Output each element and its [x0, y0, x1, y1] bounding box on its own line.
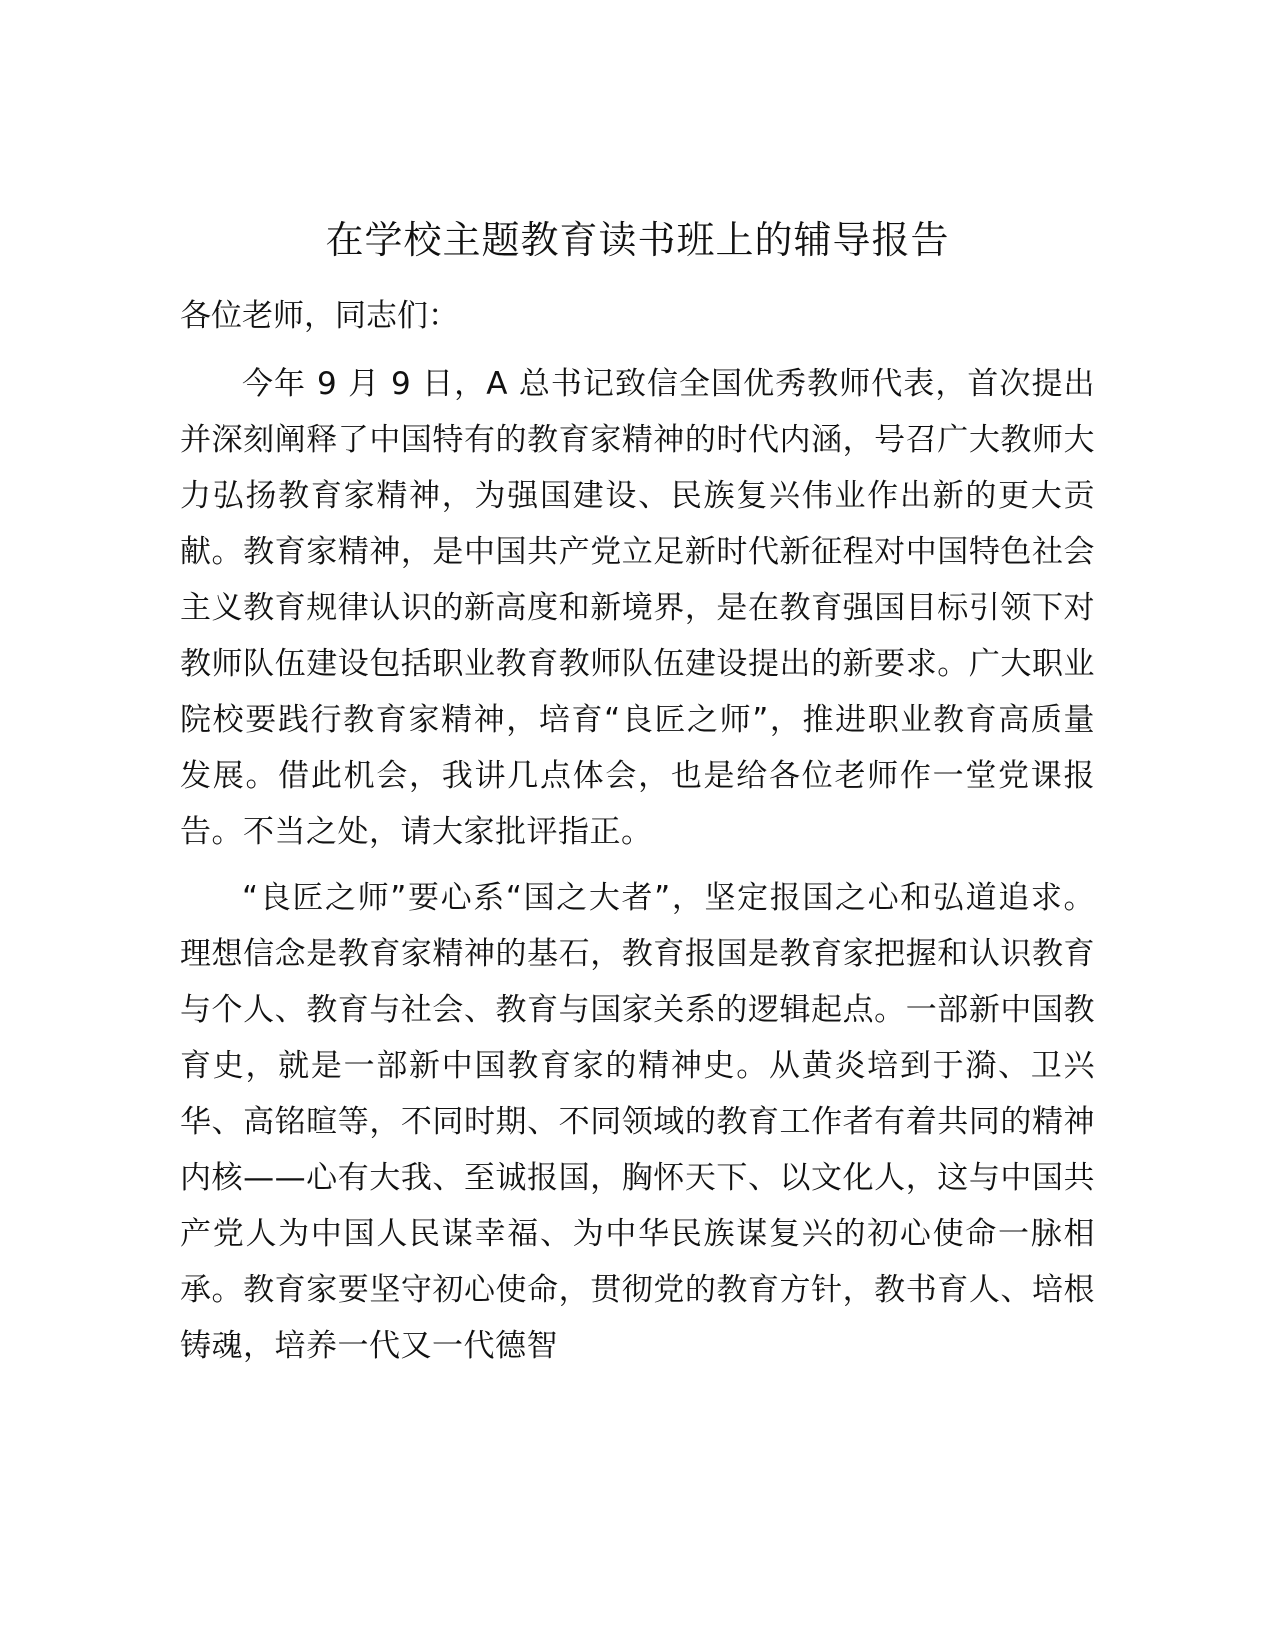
paragraph-section-one: “良匠之师”要心系“国之大者”，坚定报国之心和弘道追求。理想信念是教育家精神的基石，教育报国是教育家把握和认识教育与个人、教育与社会、教育与国家关系的逻辑起点。一部新中国教育史，就是一部新中国教育家的精神史。从黄炎培到于漪、卫兴华、高铭暄等，不同时期、不同领域的教育工作者有着共同的精神内核——心有大我、至诚报国，胸怀天下、以文化人，这与中国共产党人为中国人民谋幸福、为中华民族谋复兴的初心使命一脉相承。教育家要坚守初心使命，贯彻党的教育方针，教书育人、培根铸魂，培养一代又一代德智	[180, 880, 1095, 1364]
document-title: 在学校主题教育读书班上的辅导报告	[325, 218, 950, 262]
document-body	[180, 288, 1095, 1374]
paragraph-intro: 今年 9 月 9 日，A 总书记致信全国优秀教师代表，首次提出并深刻阐释了中国特有的教育家精神的时代内涵，号召广大教师大力弘扬教育家精神，为强国建设、民族复兴伟业作出新的更大贡献。教育家精神，是中国共产党立足新时代新征程对中国特色社会主义教育规律认识的新高度和新境界，是在教育强国目标引领下对教师队伍建设包括职业教育教师队伍建设提出的新要求。广大职业院校要践行教育家精神，培育“良匠之师”，推进职业教育高质量发展。借此机会，我讲几点体会，也是给各位老师作一堂党课报告。不当之处，请大家批评指正。	[180, 366, 1095, 850]
salutation: 各位老师，同志们：	[180, 298, 459, 334]
